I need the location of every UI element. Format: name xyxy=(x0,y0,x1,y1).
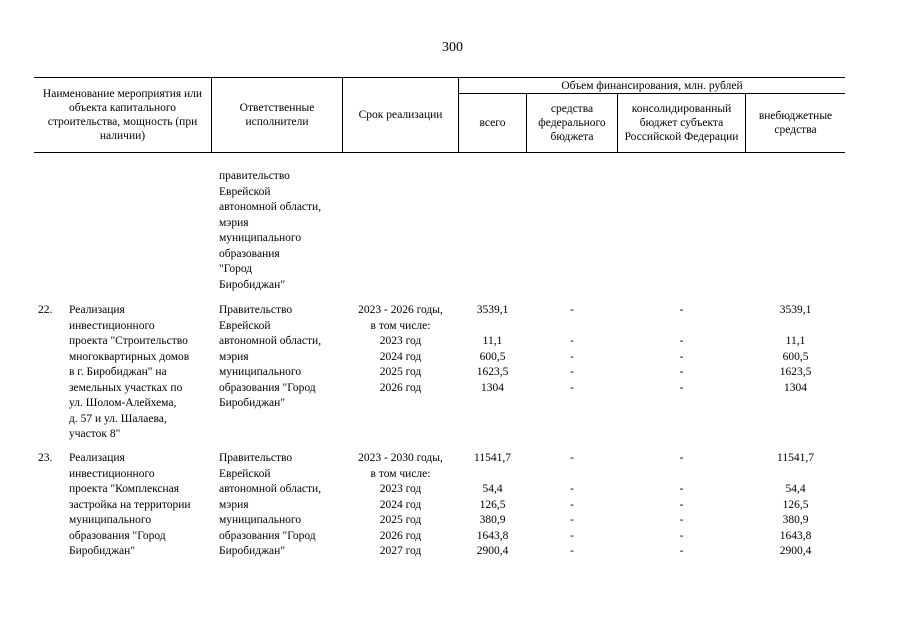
header-regional: консолидированный бюджет субъекта Российской Федерации xyxy=(624,103,739,143)
text-line: 380,9 xyxy=(782,514,809,526)
text-line: 1643,8 xyxy=(476,529,509,542)
text-line: Еврейской xyxy=(219,319,271,332)
text-line: 2900,4 xyxy=(476,545,509,557)
text-line: - xyxy=(679,498,684,511)
text-line: 2023 - 2030 годы, xyxy=(358,452,443,464)
text-line: в том числе: xyxy=(370,467,431,480)
header-period: Срок реализации xyxy=(358,109,443,121)
header-sub-rule xyxy=(458,93,845,94)
text-line: - xyxy=(679,452,684,464)
text-line: в г. Биробиджан" на xyxy=(69,366,167,378)
text-line: 11,1 xyxy=(785,335,806,347)
text-line: образования "Город xyxy=(219,529,316,542)
header-federal: средства федерального бюджета xyxy=(538,103,606,143)
text-line: 2900,4 xyxy=(779,545,812,557)
text-line: образования "Город xyxy=(69,529,166,542)
text-line: - xyxy=(570,366,574,378)
text-line: - xyxy=(679,514,684,526)
text-line: автономной области, xyxy=(219,201,322,213)
text-line: многоквартирных домов xyxy=(69,350,190,363)
header-extrabudget: внебюджетные средства xyxy=(758,110,833,136)
text-line: 11541,7 xyxy=(777,452,814,464)
text-line: 600,5 xyxy=(782,350,809,363)
text-line: 380,9 xyxy=(479,514,506,526)
text-line: Биробиджан" xyxy=(219,545,286,557)
row-name xyxy=(69,303,189,443)
text-line: мэрия xyxy=(219,216,249,229)
text-line: 2025 год xyxy=(379,366,422,378)
text-line: правительство xyxy=(219,170,290,182)
text-line: 126,5 xyxy=(782,498,809,511)
text-line: - xyxy=(570,335,574,347)
row-period xyxy=(343,303,458,396)
row-executors xyxy=(219,451,321,560)
row-period xyxy=(343,451,458,560)
header-name: Наименование мероприятия или объекта капитального строительства, мощность (при наличии) xyxy=(42,88,203,142)
row-federal xyxy=(527,303,617,396)
text-line: - xyxy=(570,350,574,363)
text-line: - xyxy=(679,350,684,363)
text-line: 11,1 xyxy=(482,335,503,347)
text-line xyxy=(746,467,845,483)
text-line: - xyxy=(679,381,684,394)
text-line: 2027 год xyxy=(379,545,422,557)
text-line: участок 8" xyxy=(69,428,121,440)
text-line: инвестиционного xyxy=(69,467,155,480)
row-number: 22. xyxy=(38,304,53,316)
text-line: 2023 - 2026 годы, xyxy=(358,304,443,316)
text-line: Правительство xyxy=(219,304,293,316)
text-line: инвестиционного xyxy=(69,319,155,332)
text-line xyxy=(618,467,745,483)
text-line xyxy=(459,319,526,335)
text-line: 3539,1 xyxy=(476,304,509,316)
text-line xyxy=(527,319,617,335)
text-line xyxy=(618,319,745,335)
text-line: муниципального xyxy=(219,514,302,526)
text-line: - xyxy=(570,498,574,511)
page-number: 300 xyxy=(442,40,463,55)
text-line: ул. Шолом-Алейхема, xyxy=(69,397,177,409)
text-line: образования "Город xyxy=(219,381,316,394)
text-line: 2026 год xyxy=(379,381,422,394)
row-regional xyxy=(618,451,745,560)
row-extrabudget xyxy=(746,303,845,396)
text-line: земельных участках по xyxy=(69,381,183,394)
text-line: - xyxy=(570,514,574,526)
text-line: муниципального xyxy=(69,514,152,526)
text-line: "Город xyxy=(219,263,253,275)
text-line: - xyxy=(570,381,574,394)
row-total xyxy=(459,451,526,560)
header-financing: Объем финансирования, млн. рублей xyxy=(561,79,743,92)
text-line: 11541,7 xyxy=(474,452,511,464)
text-line: 2025 год xyxy=(379,514,422,526)
text-line: 54,4 xyxy=(785,483,806,495)
text-line: 126,5 xyxy=(479,498,506,511)
text-line: - xyxy=(679,545,684,557)
text-line: Правительство xyxy=(219,452,293,464)
text-line: - xyxy=(570,452,574,464)
text-line: - xyxy=(679,335,684,347)
text-line: Биробиджан" xyxy=(69,545,136,557)
text-line: - xyxy=(679,304,684,316)
text-line xyxy=(746,319,845,335)
text-line: мэрия xyxy=(219,498,249,511)
text-line: 54,4 xyxy=(482,483,503,495)
text-line: 1623,5 xyxy=(779,366,812,378)
text-line xyxy=(459,467,526,483)
text-line: 2026 год xyxy=(379,529,422,542)
text-line: - xyxy=(570,529,574,542)
row-federal xyxy=(527,451,617,560)
text-line: Биробиджан" xyxy=(219,397,286,409)
text-line: автономной области, xyxy=(219,335,322,347)
text-line: образования xyxy=(219,247,280,260)
text-line: Реализация xyxy=(69,452,125,464)
text-line: - xyxy=(570,545,574,557)
continuation-executors xyxy=(219,169,321,293)
text-line: 2024 год xyxy=(379,498,422,511)
text-line: 600,5 xyxy=(479,350,506,363)
text-line: мэрия xyxy=(219,350,249,363)
row-executors xyxy=(219,303,321,412)
text-line: Еврейской xyxy=(219,467,271,480)
text-line: - xyxy=(570,304,574,316)
text-line: 2024 год xyxy=(379,350,422,363)
text-line: муниципального xyxy=(219,366,302,378)
row-regional xyxy=(618,303,745,396)
text-line: автономной области, xyxy=(219,483,322,495)
text-line: 1304 xyxy=(481,381,504,394)
text-line xyxy=(527,467,617,483)
text-line: Еврейской xyxy=(219,185,271,198)
text-line: в том числе: xyxy=(370,319,431,332)
text-line: 1304 xyxy=(784,381,807,394)
text-line: застройка на территории xyxy=(69,498,191,511)
row-extrabudget xyxy=(746,451,845,560)
row-total xyxy=(459,303,526,396)
text-line: проекта "Строительство xyxy=(69,335,188,347)
text-line: - xyxy=(570,483,574,495)
text-line: д. 57 и ул. Шалаева, xyxy=(69,412,167,425)
header-executors: Ответственные исполнители xyxy=(239,102,315,128)
text-line: 2023 год xyxy=(379,483,422,495)
text-line: - xyxy=(679,529,684,542)
header-bottom-rule xyxy=(34,152,845,153)
row-number: 23. xyxy=(38,452,53,464)
text-line: 3539,1 xyxy=(779,304,812,316)
text-line: Биробиджан" xyxy=(219,278,286,291)
header-total: всего xyxy=(479,117,506,129)
text-line: муниципального xyxy=(219,232,302,244)
text-line: 1643,8 xyxy=(779,529,812,542)
text-line: - xyxy=(679,483,684,495)
row-name xyxy=(69,451,191,560)
text-line: - xyxy=(679,366,684,378)
text-line: проекта "Комплексная xyxy=(69,483,180,495)
text-line: 2023 год xyxy=(379,335,422,347)
text-line: Реализация xyxy=(69,304,125,316)
text-line: 1623,5 xyxy=(476,366,509,378)
